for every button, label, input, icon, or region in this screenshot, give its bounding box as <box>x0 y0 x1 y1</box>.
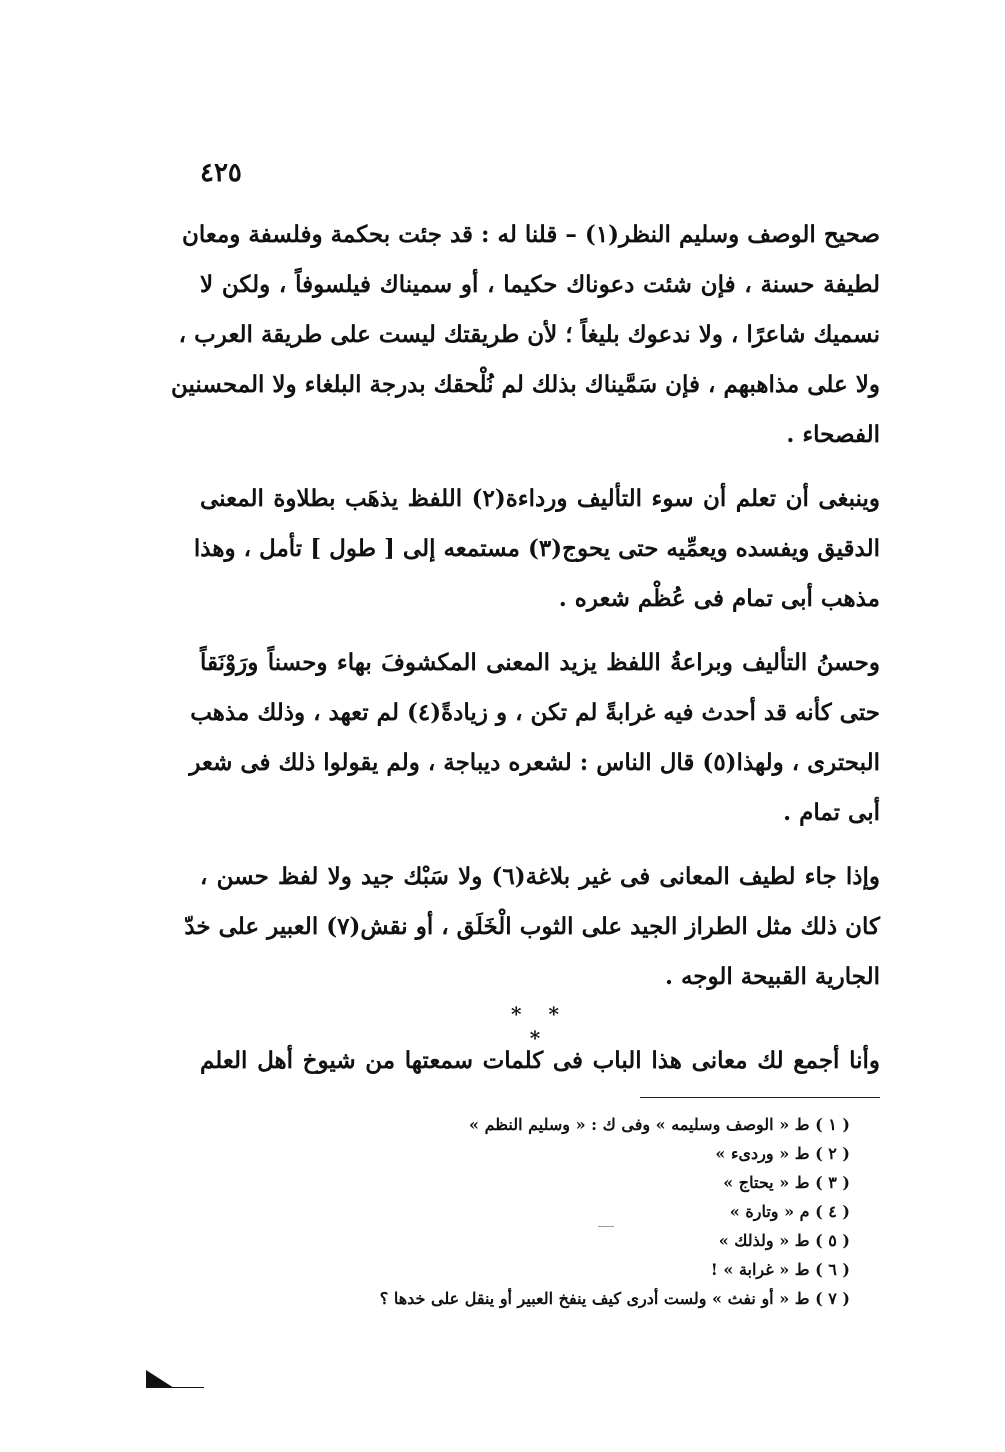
paragraph-3 <box>189 638 880 838</box>
main-text <box>170 210 880 1002</box>
footnote: ( ٣ ) ط « يحتاج » <box>723 1173 850 1192</box>
footnote-rule <box>640 1097 880 1098</box>
text-line: صحيح الوصف وسليم النظر(١) – قلنا له : قد جئت بحكمة وفلسفة ومعان <box>181 221 880 248</box>
section-separator: * * * <box>511 1002 569 1050</box>
footnote: ( ٦ ) ط « غرابة » ! <box>710 1260 850 1279</box>
text-line: كان ذلك مثل الطراز الجيد على الثوب الْخَلَق ، أو نقش(٧) العبير على خدّ <box>184 913 880 940</box>
footnotes <box>340 1110 850 1313</box>
footnote: ( ١ ) ط « الوصف وسليمه » وفى ك : « وسليم النظم » <box>469 1115 850 1134</box>
paragraph-4 <box>184 852 880 1002</box>
text-line: ولا على مذاهبهم ، فإن سَمَّيناك بذلك لم نُلْحقك بدرجة البلغاء ولا المحسنين <box>170 371 880 398</box>
footnote: ( ٤ ) م « وتارة » <box>729 1202 850 1221</box>
text-line: الفصحاء . <box>786 421 880 448</box>
page-number: ٤٢٥ <box>200 158 242 188</box>
closing-line: وأنا أجمع لك معانى هذا الباب فى كلمات سمعتها من شيوخ أهل العلم <box>200 1047 880 1074</box>
footnote: ( ٧ ) ط « أو نفث » ولست أدرى كيف ينفخ العبير أو ينقل على خدها ؟ <box>379 1289 850 1308</box>
text-line: حتى كأنه قد أحدث فيه غرابةً لم تكن ، و زيادةً(٤) لم تعهد ، وذلك مذهب <box>190 699 880 726</box>
text-line: الجارية القبيحة الوجه . <box>664 963 880 990</box>
footnote: ( ٥ ) ط « ولذلك » <box>718 1231 850 1250</box>
text-line: البحترى ، ولهذا(٥) قال الناس : لشعره ديباجة ، ولم يقولوا ذلك فى شعر <box>189 749 880 776</box>
stray-mark <box>598 1226 614 1227</box>
text-line: أبى تمام . <box>783 799 880 826</box>
footnote: ( ٢ ) ط « وردىء » <box>715 1144 850 1163</box>
page-corner-mark <box>146 1370 174 1388</box>
text-line: نسميك شاعرًا ، ولا ندعوك بليغاً ؛ لأن طريقتك ليست على طريقة العرب ، <box>178 321 880 348</box>
text-line: وإذا جاء لطيف المعانى فى غير بلاغة(٦) ولا سَبْك جيد ولا لفظ حسن ، <box>200 863 880 890</box>
text-line: الدقيق ويفسده ويعمِّيه حتى يحوج(٣) مستمعه إلى [ طول ] تأمل ، وهذا <box>193 535 880 562</box>
text-line: لطيفة حسنة ، فإن شئت دعوناك حكيما ، أو سميناك فيلسوفاً ، ولكن لا <box>200 271 880 298</box>
paragraph-1 <box>170 210 880 460</box>
paragraph-2 <box>193 474 880 624</box>
text-line: وينبغى أن تعلم أن سوء التأليف ورداءة(٢) اللفظ يذهَب بطلاوة المعنى <box>200 485 880 512</box>
text-line: وحسنُ التأليف وبراعةُ اللفظ يزيد المعنى المكشوفَ بهاء وحسناً ورَوْنَقاً <box>200 649 880 676</box>
text-line: مذهب أبى تمام فى عُظْم شعره . <box>558 585 880 612</box>
page-corner-line <box>170 1387 204 1388</box>
